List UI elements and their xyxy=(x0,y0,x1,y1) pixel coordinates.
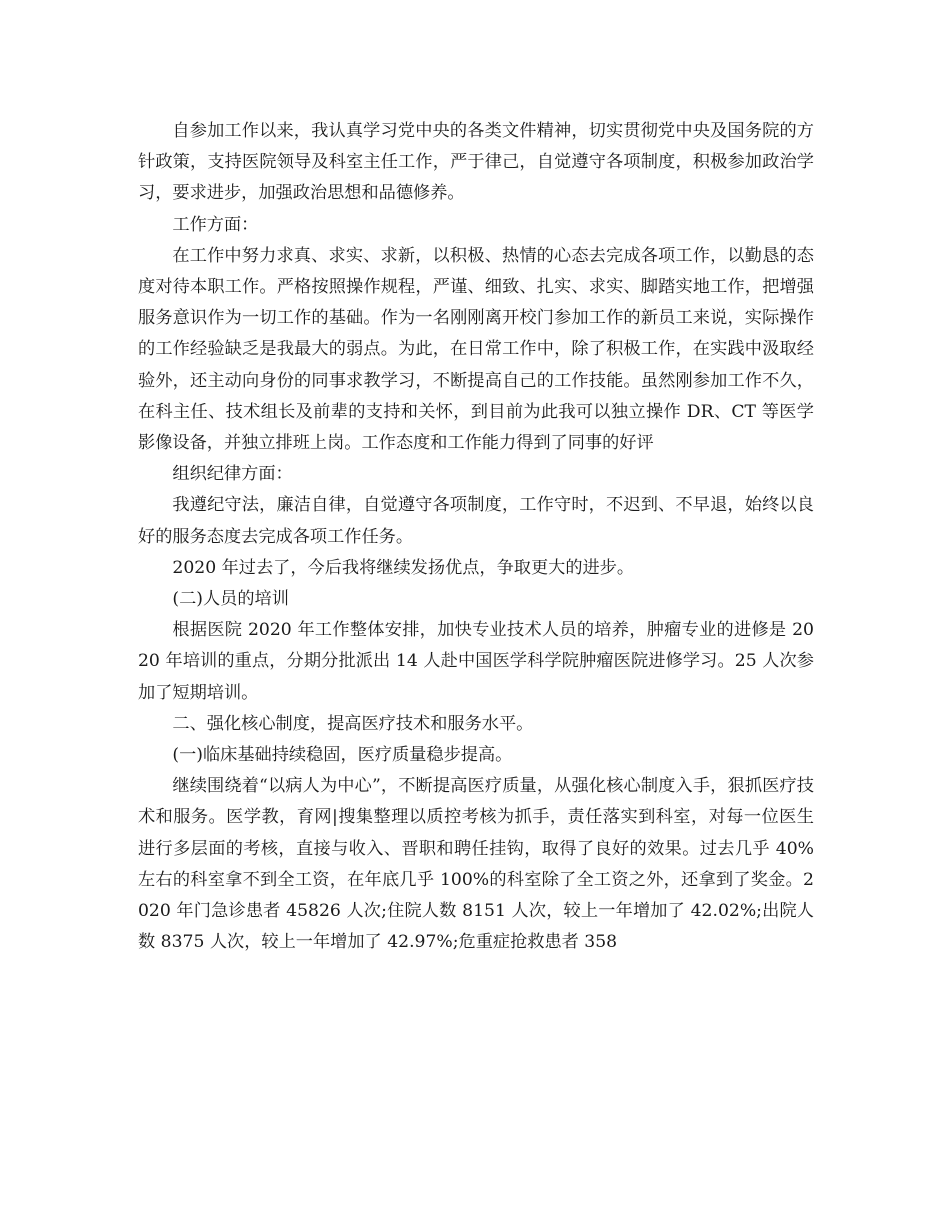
document-body xyxy=(138,116,814,958)
paragraph-work: 在工作中努力求真、求实、求新，以积极、热情的心态去完成各项工作，以勤恳的态度对待本职工作。严格按照操作规程，严谨、细致、扎实、求实、脚踏实地工作，把增强服务意识作为一切工作的基础。作为一名刚刚离开校门参加工作的新员工来说，实际操作的工作经验缺乏是我最大的弱点。为此，在日常工作中，除了积极工作，在实践中汲取经验外，还主动向身份的同事求教学习，不断提高自己的工作技能。虽然刚参加工作不久，在科主任、技术组长及前辈的支持和关怀，到目前为此我可以独立操作 DR、CT 等医学影像设备，并独立排班上岗。工作态度和工作能力得到了同事的好评 xyxy=(138,245,814,454)
paragraph-training: 根据医院 2020 年工作整体安排，加快专业技术人员的培养，肿瘤专业的进修是 2020 年培训的重点，分期分批派出 14 人赴中国医学科学院肿瘤医院进修学习。25 人次参加了短期培训。 xyxy=(138,620,814,703)
heading-discipline: 组织纪律方面： xyxy=(172,464,293,485)
heading-core-system: 二、强化核心制度，提高医疗技术和服务水平。 xyxy=(172,713,534,734)
paragraph-intro: 自参加工作以来，我认真学习党中央的各类文件精神，切实贯彻党中央及国务院的方针政策，支持医院领导及科室主任工作，严于律己，自觉遵守各项制度，积极参加政治学习，要求进步，加强政治思想和品德修养。 xyxy=(138,121,814,204)
heading-work: 工作方面： xyxy=(172,214,259,235)
paragraph-summary: 2020 年过去了，今后我将继续发扬优点，争取更大的进步。 xyxy=(172,557,635,578)
heading-clinical: (一)临床基础持续稳固，医疗质量稳步提高。 xyxy=(172,745,513,766)
paragraph-clinical: 继续围绕着“以病人为中心”，不断提高医疗质量，从强化核心制度入手，狠抓医疗技术和服务。医学教，育网|搜集整理以质控考核为抓手，责任落实到科室，对每一位医生进行多层面的考核，直接与收入、晋职和聘任挂钩，取得了良好的效果。过去几乎 40%左右的科室拿不到全工资，在年底几乎 100%的科室除了全工资之外，还拿到了奖金。2020 年门急诊患者 45826 人次;住院人数 8151 人次，较上一年增加了 42.02%;出院人数 8375 人次，较上一年增加了 42.97%;危重症抢救患者 358 xyxy=(138,776,814,953)
heading-training: (二)人员的培训 xyxy=(172,589,289,610)
paragraph-discipline: 我遵纪守法，廉洁自律，自觉遵守各项制度，工作守时，不迟到、不早退，始终以良好的服务态度去完成各项工作任务。 xyxy=(138,495,814,547)
